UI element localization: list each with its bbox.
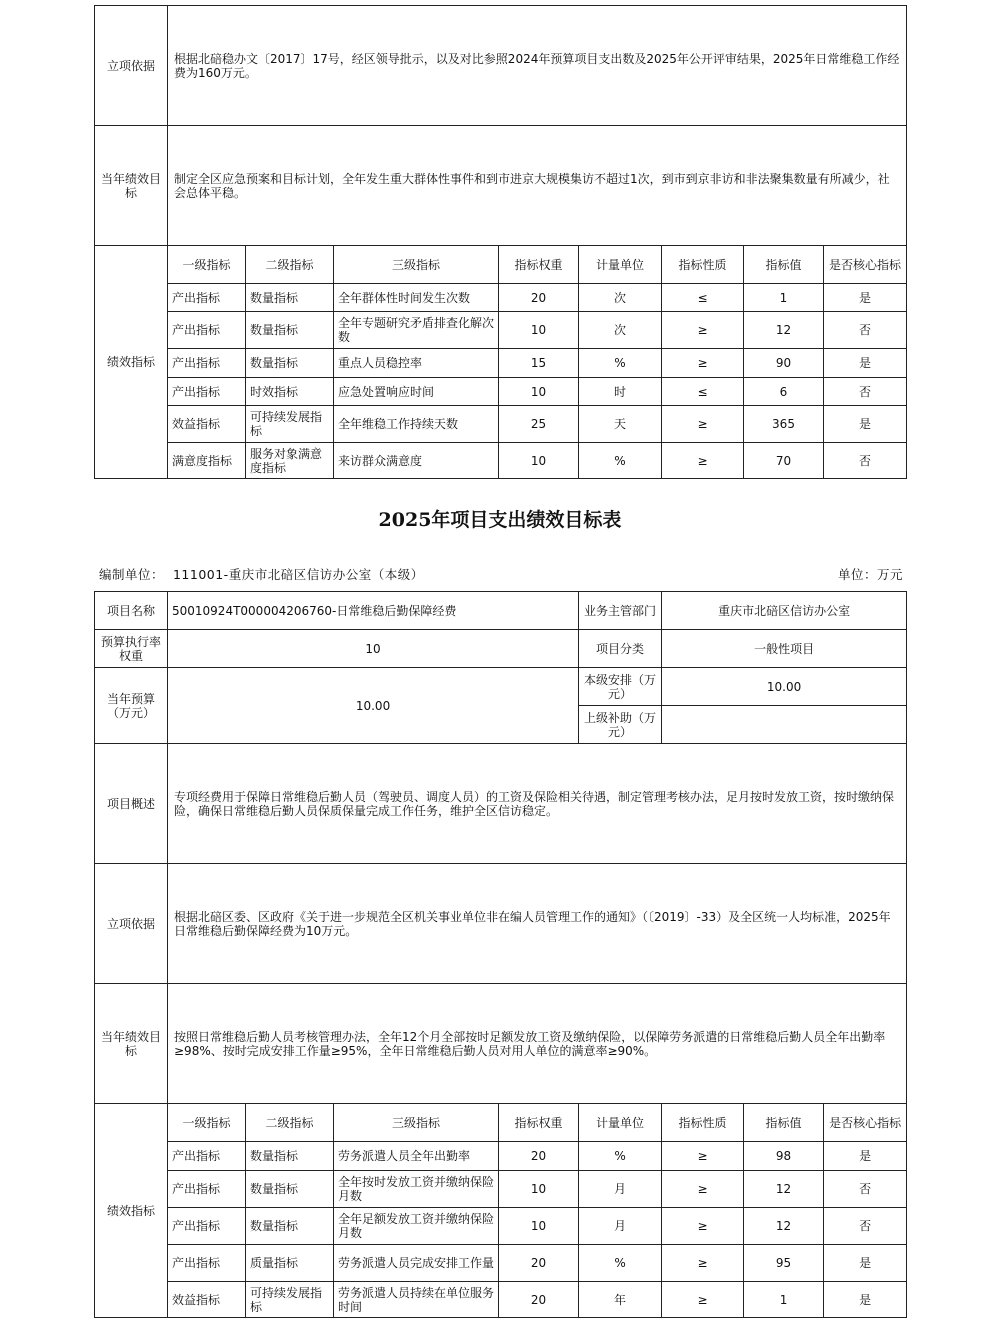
cell: 质量指标 xyxy=(246,1245,334,1282)
goal-text: 制定全区应急预案和目标计划，全年发生重大群体性事件和到市进京大规模集访不超过1次，到市到京非访和非法聚集数量有所减少，社会总体平稳。 xyxy=(168,126,907,246)
cell: 月 xyxy=(579,1171,662,1208)
cell: 98 xyxy=(744,1142,824,1171)
col-header: 指标权重 xyxy=(499,246,579,284)
cell: ≥ xyxy=(662,349,744,378)
cell: % xyxy=(579,1142,662,1171)
cell: 全年专题研究矛盾排查化解次数 xyxy=(334,312,499,349)
overview-text: 专项经费用于保障日常维稳后勤人员（驾驶员、调度人员）的工资及保险相关待遇，制定管理考核办法，足月按时发放工资，按时缴纳保险，确保日常维稳后勤人员保质保量完成工作任务，维护全区信访稳定。 xyxy=(168,744,907,864)
cell: 月 xyxy=(579,1208,662,1245)
cell: 来访群众满意度 xyxy=(334,443,499,479)
goal-text: 按照日常维稳后勤人员考核管理办法，全年12个月全部按时足额发放工资及缴纳保险，以保障劳务派遣的日常维稳后勤人员全年出勤率≥98%、按时完成安排工作量≥95%，全年日常维稳后勤人员对用人单位的满意率≥90%。 xyxy=(168,984,907,1104)
category-value: 一般性项目 xyxy=(662,630,907,668)
table-row xyxy=(95,406,907,443)
cell: 满意度指标 xyxy=(168,443,246,479)
cell: ≥ xyxy=(662,1142,744,1171)
cell: ≤ xyxy=(662,284,744,312)
cell: 10 xyxy=(499,443,579,479)
col-header: 是否核心指标 xyxy=(824,246,907,284)
cell: 可持续发展指标 xyxy=(246,406,334,443)
project-name-value: 50010924T000004206760-日常维稳后勤保障经费 xyxy=(168,592,579,630)
cell: ≥ xyxy=(662,1171,744,1208)
cell: 数量指标 xyxy=(246,1142,334,1171)
cell: 1 xyxy=(744,284,824,312)
cell: 是 xyxy=(824,284,907,312)
project-table xyxy=(94,591,907,1318)
page-title: 2025年项目支出绩效目标表 xyxy=(378,509,622,531)
cell: ≥ xyxy=(662,406,744,443)
cell: 是 xyxy=(824,1282,907,1318)
cell: 次 xyxy=(579,284,662,312)
cell: 10 xyxy=(499,1171,579,1208)
col-header: 三级指标 xyxy=(334,1104,499,1142)
cell: ≤ xyxy=(662,378,744,406)
cell: ≥ xyxy=(662,443,744,479)
cell: 次 xyxy=(579,312,662,349)
col-header: 计量单位 xyxy=(579,246,662,284)
cell: 365 xyxy=(744,406,824,443)
cell: 服务对象满意度指标 xyxy=(246,443,334,479)
cell: 是 xyxy=(824,349,907,378)
budget-value: 10.00 xyxy=(168,668,579,744)
overview-label: 项目概述 xyxy=(95,744,168,864)
budget-label: 当年预算（万元） xyxy=(95,668,168,744)
cell: 20 xyxy=(499,1245,579,1282)
cell: 重点人员稳控率 xyxy=(334,349,499,378)
table-row xyxy=(95,1245,907,1282)
cell: % xyxy=(579,443,662,479)
top-table xyxy=(94,5,907,479)
col-header: 指标权重 xyxy=(499,1104,579,1142)
cell: 全年按时发放工资并缴纳保险月数 xyxy=(334,1171,499,1208)
cell: 数量指标 xyxy=(246,312,334,349)
cell: 可持续发展指标 xyxy=(246,1282,334,1318)
subsidy-value xyxy=(662,706,907,744)
col-header: 指标值 xyxy=(744,1104,824,1142)
cell: 25 xyxy=(499,406,579,443)
cell: 数量指标 xyxy=(246,1171,334,1208)
cell: 20 xyxy=(499,1282,579,1318)
dept-value: 重庆市北碚区信访办公室 xyxy=(662,592,907,630)
cell: 20 xyxy=(499,1142,579,1171)
cell: 年 xyxy=(579,1282,662,1318)
cell: 时效指标 xyxy=(246,378,334,406)
cell: 95 xyxy=(744,1245,824,1282)
cell: 6 xyxy=(744,378,824,406)
cell: 是 xyxy=(824,406,907,443)
table-row xyxy=(95,284,907,312)
cell: 全年足额发放工资并缴纳保险月数 xyxy=(334,1208,499,1245)
cell: 劳务派遣人员持续在单位服务时间 xyxy=(334,1282,499,1318)
local-value: 10.00 xyxy=(662,668,907,706)
perf-label: 绩效指标 xyxy=(95,1104,168,1318)
cell: 产出指标 xyxy=(168,1208,246,1245)
cell: 产出指标 xyxy=(168,312,246,349)
perf-label: 绩效指标 xyxy=(95,246,168,479)
cell: 10 xyxy=(499,312,579,349)
cell: 产出指标 xyxy=(168,1171,246,1208)
currency-unit: 单位：万元 xyxy=(837,567,903,582)
cell: 产出指标 xyxy=(168,1142,246,1171)
cell: 否 xyxy=(824,378,907,406)
basis-text: 根据北碚稳办文〔2017〕17号，经区领导批示，以及对比参照2024年预算项目支出数及2025年公开评审结果，2025年日常维稳工作经费为160万元。 xyxy=(168,6,907,126)
cell: 产出指标 xyxy=(168,349,246,378)
dept-label: 业务主管部门 xyxy=(579,592,662,630)
cell: 是 xyxy=(824,1142,907,1171)
table-row xyxy=(95,1208,907,1245)
cell: 产出指标 xyxy=(168,284,246,312)
local-label: 本级安排（万元） xyxy=(579,668,662,706)
cell: 15 xyxy=(499,349,579,378)
table-row xyxy=(95,1171,907,1208)
cell: 否 xyxy=(824,1171,907,1208)
cell: 产出指标 xyxy=(168,1245,246,1282)
compiling-unit-value: 111001-重庆市北碚区信访办公室（本级） xyxy=(172,567,424,582)
cell: 全年群体性时间发生次数 xyxy=(334,284,499,312)
cell: 10 xyxy=(499,378,579,406)
basis-label: 立项依据 xyxy=(95,6,168,126)
cell: ≥ xyxy=(662,1208,744,1245)
cell: ≥ xyxy=(662,312,744,349)
cell: 时 xyxy=(579,378,662,406)
goal-label: 当年绩效目标 xyxy=(95,126,168,246)
exec-weight-value: 10 xyxy=(168,630,579,668)
col-header: 计量单位 xyxy=(579,1104,662,1142)
project-name-label: 项目名称 xyxy=(95,592,168,630)
cell: 效益指标 xyxy=(168,406,246,443)
exec-weight-label: 预算执行率权重 xyxy=(95,630,168,668)
cell: 20 xyxy=(499,284,579,312)
cell: 全年维稳工作持续天数 xyxy=(334,406,499,443)
col-header: 三级指标 xyxy=(334,246,499,284)
cell: 10 xyxy=(499,1208,579,1245)
col-header: 一级指标 xyxy=(168,246,246,284)
table-row xyxy=(95,1282,907,1318)
cell: 效益指标 xyxy=(168,1282,246,1318)
col-header: 二级指标 xyxy=(246,246,334,284)
cell: % xyxy=(579,349,662,378)
cell: 12 xyxy=(744,312,824,349)
cell: 90 xyxy=(744,349,824,378)
cell: 1 xyxy=(744,1282,824,1318)
cell: 数量指标 xyxy=(246,284,334,312)
table-row xyxy=(95,443,907,479)
table-row xyxy=(95,378,907,406)
basis-label: 立项依据 xyxy=(95,864,168,984)
col-header: 一级指标 xyxy=(168,1104,246,1142)
cell: 12 xyxy=(744,1171,824,1208)
compiling-unit-label: 编制单位： xyxy=(99,567,165,582)
basis-text: 根据北碚区委、区政府《关于进一步规范全区机关事业单位非在编人员管理工作的通知》（〔2019〕-33）及全区统一人均标准，2025年日常维稳后勤保障经费为10万元。 xyxy=(168,864,907,984)
cell: 数量指标 xyxy=(246,1208,334,1245)
col-header: 指标性质 xyxy=(662,1104,744,1142)
cell: 否 xyxy=(824,1208,907,1245)
category-label: 项目分类 xyxy=(579,630,662,668)
cell: 劳务派遣人员完成安排工作量 xyxy=(334,1245,499,1282)
cell: 应急处置响应时间 xyxy=(334,378,499,406)
table-row xyxy=(95,1142,907,1171)
cell: 产出指标 xyxy=(168,378,246,406)
cell: ≥ xyxy=(662,1282,744,1318)
cell: 劳务派遣人员全年出勤率 xyxy=(334,1142,499,1171)
table-row xyxy=(95,312,907,349)
cell: 否 xyxy=(824,312,907,349)
subsidy-label: 上级补助（万元） xyxy=(579,706,662,744)
cell: % xyxy=(579,1245,662,1282)
col-header: 指标值 xyxy=(744,246,824,284)
goal-label: 当年绩效目标 xyxy=(95,984,168,1104)
compiling-unit xyxy=(99,565,424,583)
col-header: 是否核心指标 xyxy=(824,1104,907,1142)
cell: 天 xyxy=(579,406,662,443)
cell: 70 xyxy=(744,443,824,479)
col-header: 指标性质 xyxy=(662,246,744,284)
cell: 数量指标 xyxy=(246,349,334,378)
cell: ≥ xyxy=(662,1245,744,1282)
cell: 12 xyxy=(744,1208,824,1245)
col-header: 二级指标 xyxy=(246,1104,334,1142)
cell: 否 xyxy=(824,443,907,479)
table-row xyxy=(95,349,907,378)
cell: 是 xyxy=(824,1245,907,1282)
